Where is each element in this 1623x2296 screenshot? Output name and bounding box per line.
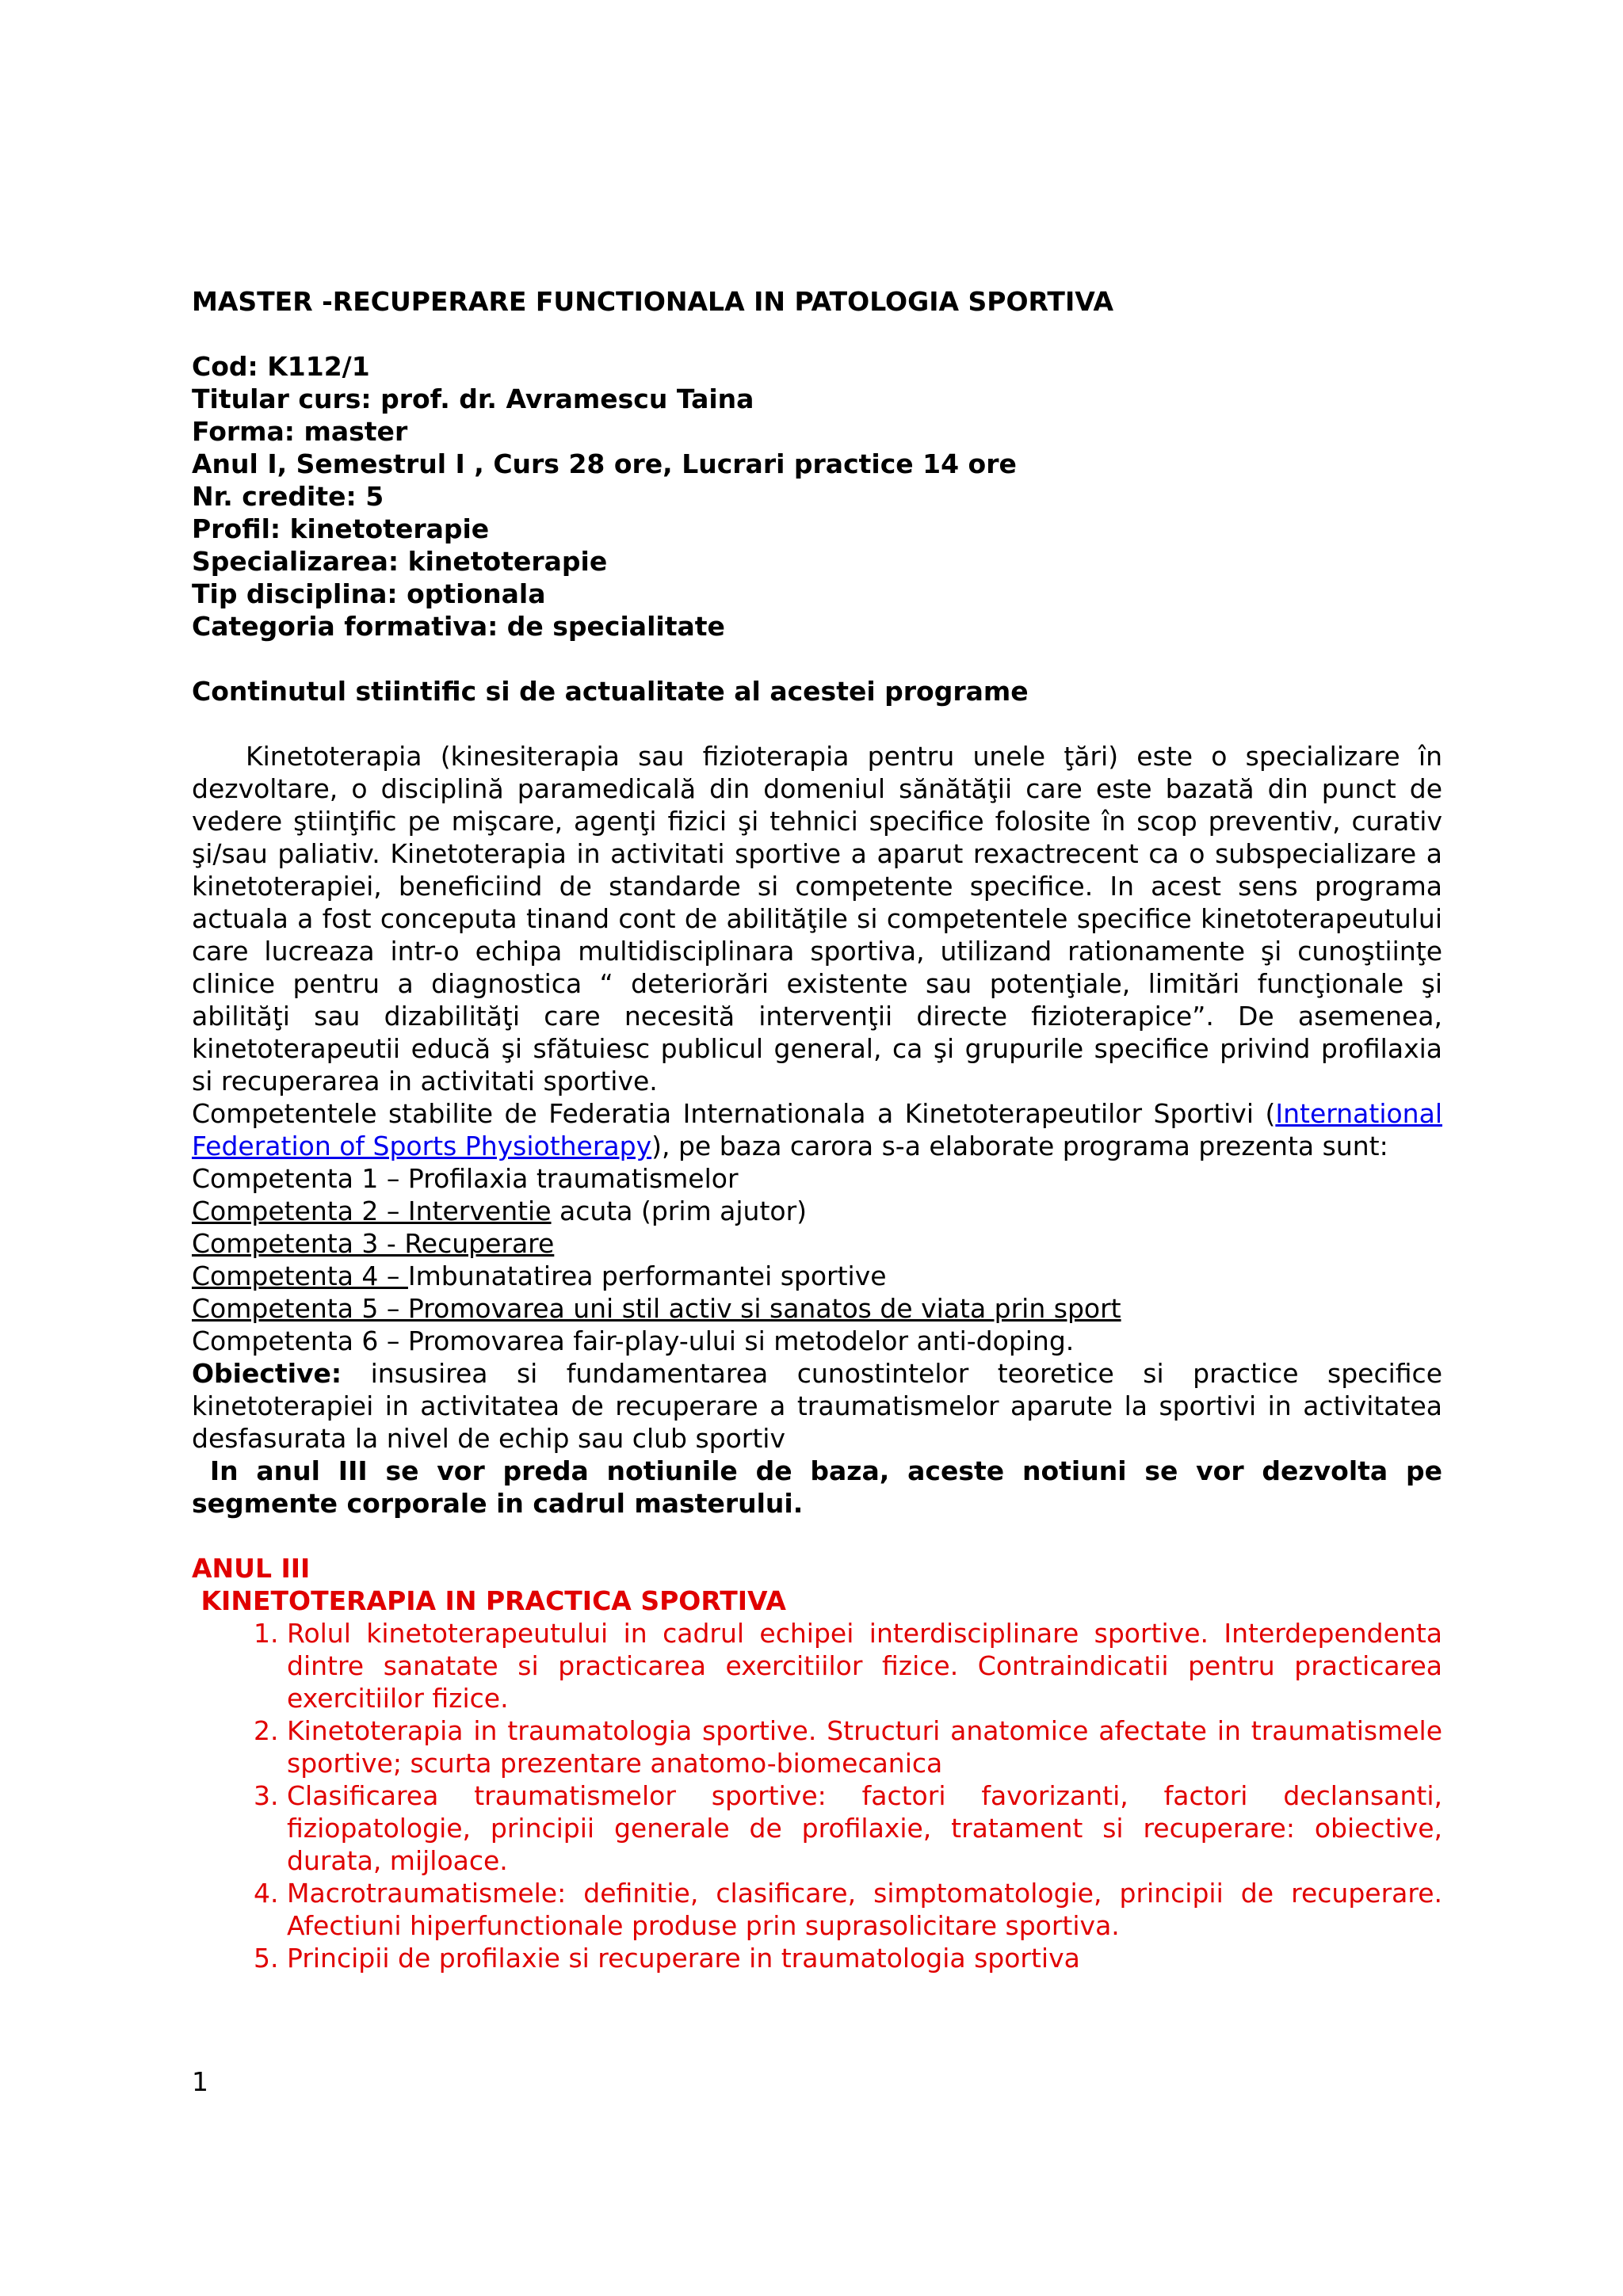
year-heading: ANUL III	[192, 1553, 311, 1584]
meta-credite: Nr. credite: 5	[192, 481, 384, 512]
course-subheading: KINETOTERAPIA IN PRACTICA SPORTIVA	[192, 1585, 786, 1616]
competenta-2-label: Competenta 2 – Interventie	[192, 1196, 552, 1226]
page-number: 1	[192, 2066, 208, 2097]
competenta-4-label: Competenta 4 –	[192, 1261, 408, 1291]
section-title: Continutul stiintific si de actualitate al acestei programe	[192, 676, 1029, 707]
competente-list	[192, 1162, 1442, 1357]
meta-categoria: Categoria formativa: de specialitate	[192, 611, 725, 642]
meta-forma: Forma: master	[192, 416, 408, 447]
competenta-4-rest: Imbunatatirea performantei sportive	[407, 1261, 887, 1291]
meta-code: Cod: K112/1	[192, 351, 370, 382]
competenta-4	[192, 1260, 1442, 1292]
meta-anul: Anul I, Semestrul I , Curs 28 ore, Lucrari practice 14 ore	[192, 448, 1017, 479]
course-meta	[192, 350, 1442, 643]
competenta-2-rest: acuta (prim ajutor)	[551, 1196, 808, 1226]
paragraph-intro: Kinetoterapia (kinesiterapia sau fizioterapia pentru unele ţări) este o specializare în dezvoltare, o disciplină paramedicală din domeniul sănătăţii care este bazată din punct de vedere ştiinţific pe mişcare, agenţi fizici şi tehnici specifice folosite în scop preventiv, curativ şi/sau paliativ. Kinetoterapia in activitati sportive a aparut rexactrecent ca o subspecializare a kinetoterapiei, beneficiind de standarde si competente specifice. In acest sens programa actuala a fost conceputa tinand cont de abilităţile si competentele specifice kinetoterapeutului care lucreaza intr-o echipa multidisciplinara sportiva, utilizand rationamente şi cunoştiinţe clinice pentru a diagnostica “ deteriorări existente sau potenţiale, limitări funcţionale şi abilităţi sau dizabilităţi care necesită intervenţii directe fizioterapice”. De asemenea, kinetoterapeutii educă şi sfătuiesc publicul general, ca şi grupurile specifice privind profilaxia si recuperarea in activitati sportive.	[192, 741, 1442, 1097]
ifsp-link[interactable]: International Federation of Sports Physiotherapy	[192, 1098, 1442, 1161]
list-item: 3. Clasificarea traumatismelor sportive: factori favorizanti, factori declansanti, fiziopatologie, principii generale de profilaxie, tratament si recuperare: obiective, durata, mijloace.	[287, 1779, 1442, 1877]
paragraph-competente-before: Competentele stabilite de Federatia Internationala a Kinetoterapeutilor Sportivi (	[192, 1098, 1276, 1129]
objectives-paragraph	[192, 1357, 1442, 1455]
meta-specializarea: Specializarea: kinetoterapie	[192, 546, 608, 577]
paragraph-competente	[192, 1097, 1442, 1162]
document-title: MASTER -RECUPERARE FUNCTIONALA IN PATOLOGIA SPORTIVA	[192, 286, 1114, 317]
meta-titular: Titular curs: prof. dr. Avramescu Taina	[192, 383, 754, 414]
note-paragraph: In anul III se vor preda notiunile de baza, aceste notiuni se vor dezvolta pe segmente corporale in cadrul masterului.	[192, 1455, 1452, 1519]
competenta-3: Competenta 3 - Recuperare	[192, 1228, 555, 1259]
competenta-2	[192, 1195, 1442, 1227]
list-item: 2. Kinetoterapia in traumatologia sportive. Structuri anatomice afectate in traumatismele sportive; scurta prezentare anatomo-biomecanica	[287, 1714, 1442, 1779]
list-item: 4. Macrotraumatismele: definitie, clasificare, simptomatologie, principii de recuperare. Afectiuni hiperfunctionale produse prin suprasolicitare sportiva.	[287, 1877, 1442, 1942]
list-item: 1. Rolul kinetoterapeutului in cadrul echipei interdisciplinare sportive. Interdependenta dintre sanatate si practicarea exercitiilor fizice. Contraindicatii pentru practicarea exercitiilor fizice.	[287, 1617, 1442, 1714]
objectives-label: Obiective:	[192, 1358, 342, 1389]
document-page	[192, 285, 1452, 1974]
competenta-1: Competenta 1 – Profilaxia traumatismelor	[192, 1163, 739, 1194]
meta-profil: Profil: kinetoterapie	[192, 513, 490, 544]
list-item: 5. Principii de profilaxie si recuperare in traumatologia sportiva	[287, 1942, 1442, 1974]
objectives-text: insusirea si fundamentarea cunostintelor teoretice si practice specifice kinetoterapiei in activitatea de recuperare a traumatismelor aparute la sportivi in activitatea desfasurata la nivel de echip sau club sportiv	[192, 1358, 1442, 1454]
topics-list	[192, 1617, 1442, 1974]
competenta-6: Competenta 6 – Promovarea fair-play-ului si metodelor anti-doping.	[192, 1325, 1075, 1356]
paragraph-competente-after: ), pe baza carora s-a elaborate programa prezenta sunt:	[651, 1131, 1388, 1161]
competenta-5: Competenta 5 – Promovarea uni stil activ si sanatos de viata prin sport	[192, 1293, 1121, 1324]
meta-tip: Tip disciplina: optionala	[192, 578, 546, 609]
